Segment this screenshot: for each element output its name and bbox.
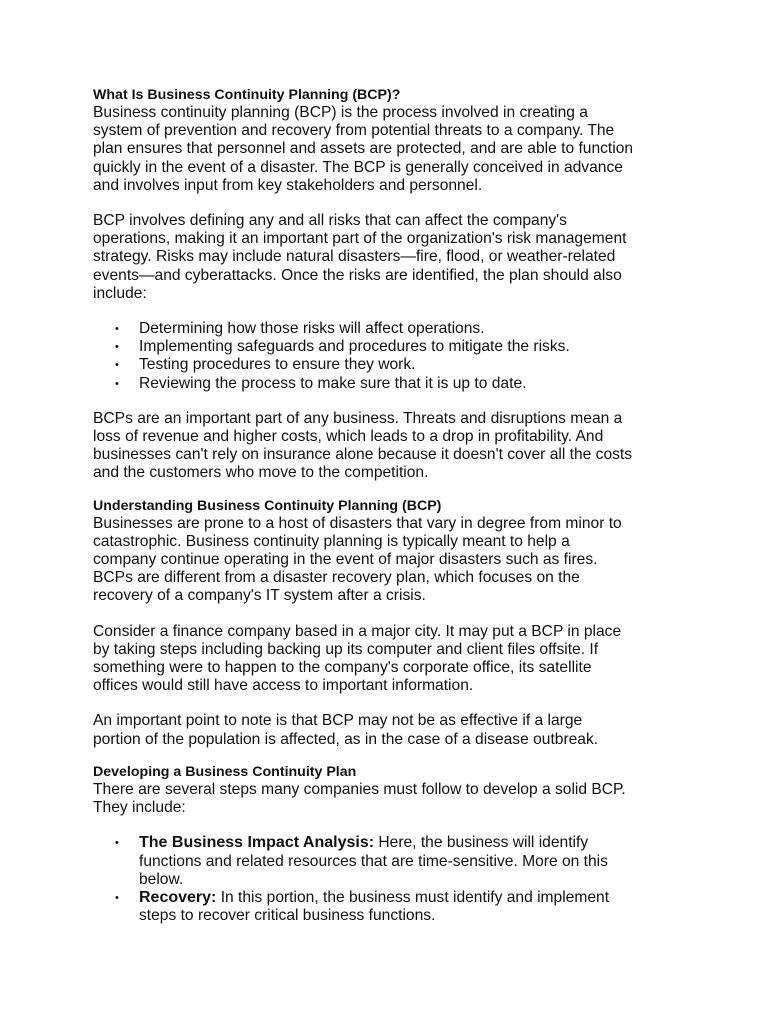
section-heading-understanding-bcp: Understanding Business Continuity Planning (BCP) bbox=[93, 497, 442, 514]
text-line: BCPs are different from a disaster recovery plan, which focuses on the bbox=[93, 569, 580, 587]
bullet-icon: • bbox=[115, 891, 119, 904]
text-line: offices would still have access to important information. bbox=[93, 677, 474, 695]
text-line: There are several steps many companies must follow to develop a solid BCP. bbox=[93, 780, 626, 798]
section-heading-what-is-bcp: What Is Business Continuity Planning (BCP)? bbox=[93, 87, 401, 103]
paragraph bbox=[93, 410, 693, 483]
text-line: operations, making it an important part of the organization's risk management bbox=[93, 230, 627, 248]
text-line: something were to happen to the company's corporate office, its satellite bbox=[93, 659, 592, 677]
document-page bbox=[93, 86, 693, 925]
text-line: Business continuity planning (BCP) is the process involved in creating a bbox=[93, 104, 588, 121]
text-line: company continue operating in the event of major disasters such as fires. bbox=[93, 551, 598, 569]
section-heading-developing-bcp: Developing a Business Continuity Plan bbox=[93, 763, 357, 780]
text-line: and the customers who move to the competition. bbox=[93, 464, 429, 482]
bullet-icon: • bbox=[115, 837, 119, 850]
list-item: • Determining how those risks will affect operations. bbox=[115, 320, 485, 338]
text-line: events—and cyberattacks. Once the risks are identified, the plan should also bbox=[93, 266, 622, 284]
paragraph bbox=[93, 712, 693, 748]
list-item: • Implementing safeguards and procedures to mitigate the risks. bbox=[115, 338, 570, 356]
bullet-list bbox=[93, 320, 693, 393]
text-line: BCP involves defining any and all risks that can affect the company's bbox=[93, 212, 567, 230]
list-item: • Recovery: In this portion, the business must identify and implement steps to recover critical business functions. bbox=[115, 888, 610, 925]
text-line: include: bbox=[93, 284, 147, 302]
bullet-icon: • bbox=[115, 323, 119, 336]
bullet-icon: • bbox=[115, 377, 119, 390]
list-item: • Reviewing the process to make sure that it is up to date. bbox=[115, 374, 527, 392]
text-line: Consider a finance company based in a major city. It may put a BCP in place bbox=[93, 622, 622, 640]
text-line: plan ensures that personnel and assets are protected, and are able to function bbox=[93, 140, 634, 158]
text-line: recovery of a company's IT system after a crisis. bbox=[93, 587, 426, 605]
text-line: loss of revenue and higher costs, which leads to a drop in profitability. And bbox=[93, 428, 604, 446]
list-item: • The Business Impact Analysis: Here, the business will identify functions and related resources that are time-sensitive. More on this below. bbox=[115, 834, 608, 888]
text-line: businesses can't rely on insurance alone because it doesn't cover all the costs bbox=[93, 446, 633, 464]
text-line: system of prevention and recovery from potential threats to a company. The bbox=[93, 122, 615, 140]
list-item-lead: Recovery: bbox=[139, 888, 217, 906]
bullet-icon: • bbox=[115, 341, 119, 354]
text-line: and involves input from key stakeholders and personnel. bbox=[93, 176, 483, 194]
paragraph bbox=[93, 515, 693, 606]
text-line: BCPs are an important part of any business. Threats and disruptions mean a bbox=[93, 409, 623, 427]
list-item: • Testing procedures to ensure they work. bbox=[115, 356, 416, 374]
text-line: strategy. Risks may include natural disasters—fire, flood, or weather-related bbox=[93, 248, 616, 266]
text-line: by taking steps including backing up its computer and client files offsite. If bbox=[93, 640, 599, 658]
text-line: quickly in the event of a disaster. The BCP is generally conceived in advance bbox=[93, 158, 623, 176]
bullet-icon: • bbox=[115, 359, 119, 372]
paragraph bbox=[93, 781, 693, 817]
bullet-list bbox=[93, 834, 693, 925]
text-line: catastrophic. Business continuity planning is typically meant to help a bbox=[93, 532, 570, 550]
text-line: They include: bbox=[93, 799, 186, 817]
paragraph bbox=[93, 623, 693, 696]
paragraph bbox=[93, 104, 693, 195]
paragraph bbox=[93, 212, 693, 303]
text-line: portion of the population is affected, as in the case of a disease outbreak. bbox=[93, 730, 599, 748]
list-item-lead: The Business Impact Analysis: bbox=[139, 834, 375, 852]
text-line: An important point to note is that BCP may not be as effective if a large bbox=[93, 712, 583, 730]
text-line: Businesses are prone to a host of disasters that vary in degree from minor to bbox=[93, 514, 622, 532]
